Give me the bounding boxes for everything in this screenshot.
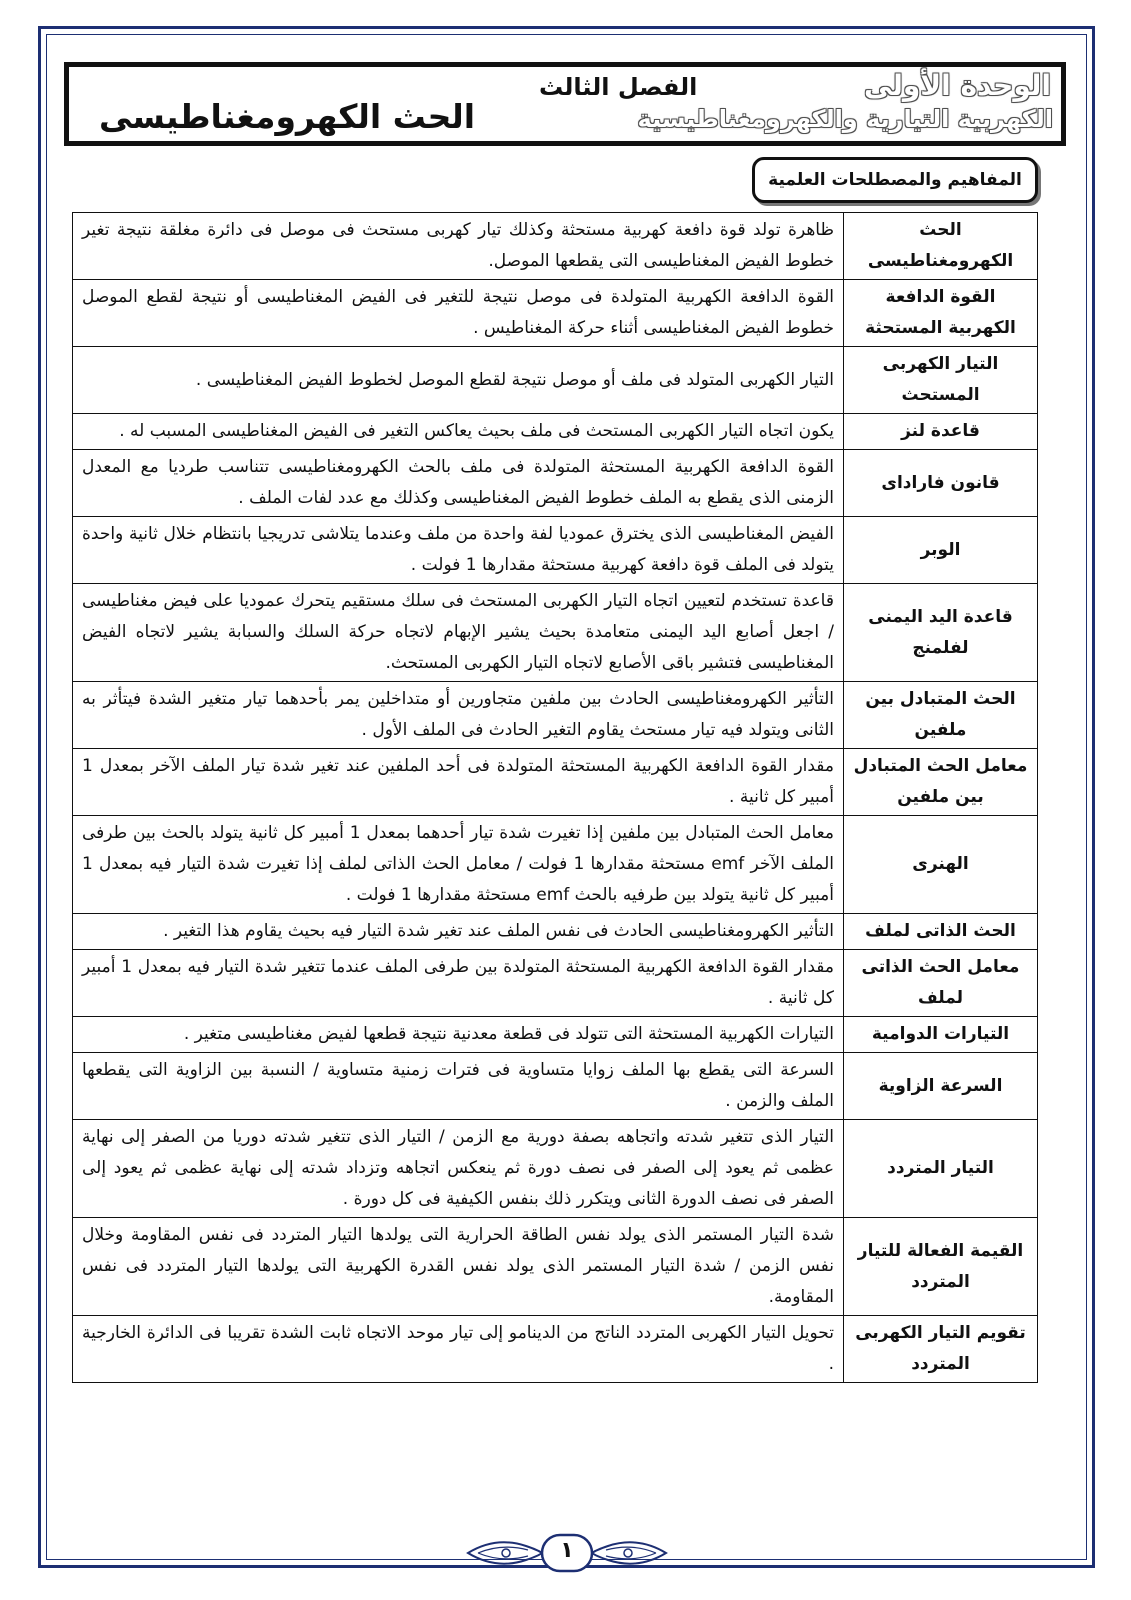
term-name: الحث الذاتى لملف [844, 914, 1038, 950]
term-row [73, 1017, 1038, 1053]
term-row [73, 914, 1038, 950]
term-name: التيارات الدوامية [844, 1017, 1038, 1053]
term-definition: شدة التيار المستمر الذى يولد نفس الطاقة الحرارية التى يولدها التيار المتردد فى نفس المقاومة وخلال نفس الزمن / شدة التيار المستمر الذى يولد نفس القدرة الكهربية التى يولدها التيار المتردد فى نفس المقاومة. [73, 1218, 844, 1316]
term-row [73, 584, 1038, 682]
term-name: السرعة الزاوية [844, 1053, 1038, 1120]
term-definition: معامل الحث المتبادل بين ملفين إذا تغيرت شدة تيار أحدهما بمعدل 1 أمبير كل ثانية يتولد بالحث بين طرفى الملف الآخر emf مستحثة مقدارها 1 فولت / معامل الحث الذاتى لملف إذا تغيرت شدة التيار فيه بمعدل 1 أمبير كل ثانية يتولد بين طرفيه بالحث emf مستحثة مقدارها 1 فولت . [73, 816, 844, 914]
term-name: التيار الكهربى المستحث [844, 347, 1038, 414]
unit-title: الوحدة الأولى [864, 69, 1051, 102]
page-footer-ornament [466, 1532, 668, 1574]
page-header [64, 62, 1066, 146]
term-definition: التأثير الكهرومغناطيسى الحادث فى نفس الملف عند تغير شدة التيار فيه بحيث يقاوم هذا التغير . [73, 914, 844, 950]
term-name: قانون فاراداى [844, 450, 1038, 517]
term-name: معامل الحث المتبادل بين ملفين [844, 749, 1038, 816]
term-name: الحث المتبادل بين ملفين [844, 682, 1038, 749]
term-definition: يكون اتجاه التيار الكهربى المستحث فى ملف بحيث يعاكس التغير فى الفيض المغناطيسى المسبب له . [73, 414, 844, 450]
term-name: التيار المتردد [844, 1120, 1038, 1218]
term-name: قاعدة اليد اليمنى لفلمنج [844, 584, 1038, 682]
term-definition: قاعدة تستخدم لتعيين اتجاه التيار الكهربى المستحث فى سلك مستقيم يتحرك عموديا على فيض مغناطيسى / اجعل أصابع اليد اليمنى متعامدة بحيث يشير الإبهام لاتجاه حركة السلك والسبابة يشير لاتجاه الفيض المغناطيسى فتشير باقى الأصابع لاتجاه التيار الكهربى المستحث. [73, 584, 844, 682]
term-row [73, 1218, 1038, 1316]
term-definition: القوة الدافعة الكهربية المستحثة المتولدة فى ملف بالحث الكهرومغناطيسى تتناسب طرديا مع المعدل الزمنى الذى يقطع به الملف خطوط الفيض المغناطيسى وكذلك مع عدد لفات الملف . [73, 450, 844, 517]
term-definition: ظاهرة تولد قوة دافعة كهربية مستحثة وكذلك تيار كهربى مستحث فى موصل فى دائرة مغلقة نتيجة تغير خطوط الفيض المغناطيسى التى يقطعها الموصل. [73, 213, 844, 280]
term-row [73, 450, 1038, 517]
term-definition: مقدار القوة الدافعة الكهربية المستحثة المتولدة بين طرفى الملف عندما تتغير شدة التيار فيه بمعدل 1 أمبير كل ثانية . [73, 950, 844, 1017]
term-name: الوبر [844, 517, 1038, 584]
term-row [73, 347, 1038, 414]
term-name: القيمة الفعالة للتيار المتردد [844, 1218, 1038, 1316]
term-definition: القوة الدافعة الكهربية المتولدة فى موصل نتيجة للتغير فى الفيض المغناطيسى أو نتيجة لقطع الموصل خطوط الفيض المغناطيسى أثناء حركة المغناطيس . [73, 280, 844, 347]
term-name: القوة الدافعة الكهربية المستحثة [844, 280, 1038, 347]
term-name: الحث الكهرومغناطيسى [844, 213, 1038, 280]
section-title: المفاهيم والمصطلحات العلمية [752, 157, 1038, 203]
term-row [73, 1120, 1038, 1218]
term-definition: الفيض المغناطيسى الذى يخترق عموديا لفة واحدة من ملف وعندما يتلاشى تدريجيا بانتظام خلال ثانية واحدة يتولد فى الملف قوة دافعة كهربية مستحثة مقدارها 1 فولت . [73, 517, 844, 584]
term-definition: السرعة التى يقطع بها الملف زوايا متساوية فى فترات زمنية متساوية / النسبة بين الزاوية التى يقطعها الملف والزمن . [73, 1053, 844, 1120]
page-number: ١ [560, 1538, 574, 1563]
lesson-title: الحث الكهرومغناطيسى [99, 97, 476, 136]
term-row [73, 1053, 1038, 1120]
term-row [73, 950, 1038, 1017]
term-row [73, 213, 1038, 280]
terms-table [72, 212, 1038, 1383]
term-row [73, 1316, 1038, 1383]
term-row [73, 816, 1038, 914]
term-definition: مقدار القوة الدافعة الكهربية المستحثة المتولدة فى أحد الملفين عند تغير شدة تيار الملف الآخر بمعدل 1 أمبير كل ثانية . [73, 749, 844, 816]
term-definition: التأثير الكهرومغناطيسى الحادث بين ملفين متجاورين أو متداخلين يمر بأحدهما تيار متغير الشدة فيتأثر به الثانى ويتولد فيه تيار مستحث يقاوم التغير الحادث فى الملف الأول . [73, 682, 844, 749]
term-definition: التيار الذى تتغير شدته واتجاهه بصفة دورية مع الزمن / التيار الذى تتغير شدته دوريا من الصفر إلى نهاية عظمى ثم يعود إلى الصفر فى نصف دورة ثم ينعكس اتجاهه وتزداد شدته إلى نهاية عظمى ثم يعود إلى الصفر فى نصف الدورة الثانى ويتكرر ذلك بنفس الكيفية فى كل دورة . [73, 1120, 844, 1218]
term-row [73, 414, 1038, 450]
term-name: تقويم التيار الكهربى المتردد [844, 1316, 1038, 1383]
term-row [73, 517, 1038, 584]
term-name: الهنرى [844, 816, 1038, 914]
term-definition: تحويل التيار الكهربى المتردد الناتج من الدينامو إلى تيار موحد الاتجاه ثابت الشدة تقريبا فى الدائرة الخارجية . [73, 1316, 844, 1383]
term-row [73, 749, 1038, 816]
chapter-label: الفصل الثالث [539, 73, 698, 101]
term-definition: التيارات الكهربية المستحثة التى تتولد فى قطعة معدنية نتيجة قطعها لفيض مغناطيسى متغير . [73, 1017, 844, 1053]
term-definition: التيار الكهربى المتولد فى ملف أو موصل نتيجة لقطع الموصل لخطوط الفيض المغناطيسى . [73, 347, 844, 414]
unit-subtitle: الكهربية التيارية والكهرومغناطيسية [637, 105, 1053, 133]
term-name: قاعدة لنز [844, 414, 1038, 450]
term-name: معامل الحث الذاتى لملف [844, 950, 1038, 1017]
term-row [73, 682, 1038, 749]
term-row [73, 280, 1038, 347]
